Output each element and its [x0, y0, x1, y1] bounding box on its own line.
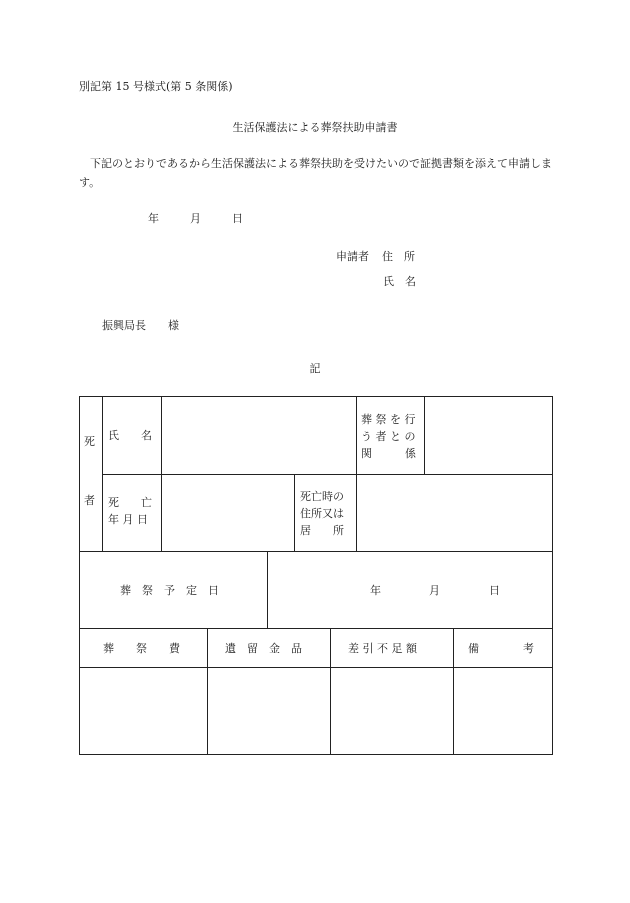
header-deficit: 差 引 不 足 額	[348, 642, 417, 655]
rule-funeral-date-col	[267, 551, 268, 628]
death-address-label-line1: 死亡時の	[300, 490, 344, 503]
day-label: 日	[232, 212, 243, 225]
header-funeral-cost: 葬 祭 費	[103, 642, 180, 655]
applicant-address-row	[336, 250, 415, 263]
rule-relationship-left	[356, 397, 357, 474]
header-remarks: 備 考	[468, 642, 534, 655]
deficit-field[interactable]	[331, 668, 453, 754]
address-label: 住 所	[382, 250, 415, 263]
rule-deceased-col	[102, 397, 103, 551]
death-date-label	[108, 494, 152, 528]
funeral-month-label: 月	[429, 584, 440, 597]
ki-marker: 記	[309, 362, 321, 375]
deceased-label-bottom: 者	[84, 494, 95, 507]
date-line	[148, 212, 243, 225]
death-date-field[interactable]	[162, 475, 294, 551]
relationship-label-line2: う 者 と の	[361, 430, 416, 444]
death-address-label-line3: 居 所	[300, 524, 344, 538]
death-address-field[interactable]	[357, 475, 552, 551]
relationship-field[interactable]	[425, 398, 552, 474]
form-number: 別記第 15 号様式(第 5 条関係)	[79, 80, 233, 93]
death-date-label-line1: 死 亡	[108, 496, 152, 509]
name-field[interactable]	[162, 398, 356, 474]
funeral-year-label: 年	[370, 584, 381, 597]
month-label: 月	[190, 212, 201, 225]
death-address-label	[300, 488, 344, 539]
funeral-date-label: 葬 祭 予 定 日	[120, 584, 219, 597]
funeral-cost-field[interactable]	[80, 668, 207, 754]
funeral-day-label: 日	[489, 584, 500, 597]
rule-funeral-bottom	[80, 628, 552, 629]
rule-deceased-bottom	[80, 551, 552, 552]
relationship-label	[361, 411, 416, 462]
year-label: 年	[148, 212, 159, 225]
name-label: 氏 名	[108, 429, 152, 442]
applicant-name-label: 氏 名	[383, 275, 416, 288]
death-date-label-line2: 年 月 日	[108, 513, 148, 527]
page-title: 生活保護法による葬祭扶助申請書	[232, 121, 398, 134]
application-table	[79, 396, 553, 755]
remaining-money-field[interactable]	[208, 668, 330, 754]
death-address-label-line2: 住所又は	[300, 507, 344, 521]
rule-death-address-left	[294, 474, 295, 551]
header-remaining-money: 遺 留 金 品	[225, 642, 302, 655]
remarks-field[interactable]	[454, 668, 552, 754]
relationship-label-line1: 葬 祭 を 行	[361, 413, 416, 426]
application-statement: 下記のとおりであるから生活保護法による葬祭扶助を受けたいので証拠書類を添えて申請します。	[79, 157, 552, 190]
relationship-label-line3: 関 係	[361, 447, 416, 461]
deceased-label-top: 死	[84, 435, 95, 448]
addressee: 振興局長 様	[102, 319, 179, 332]
applicant-label: 申請者	[336, 250, 369, 263]
